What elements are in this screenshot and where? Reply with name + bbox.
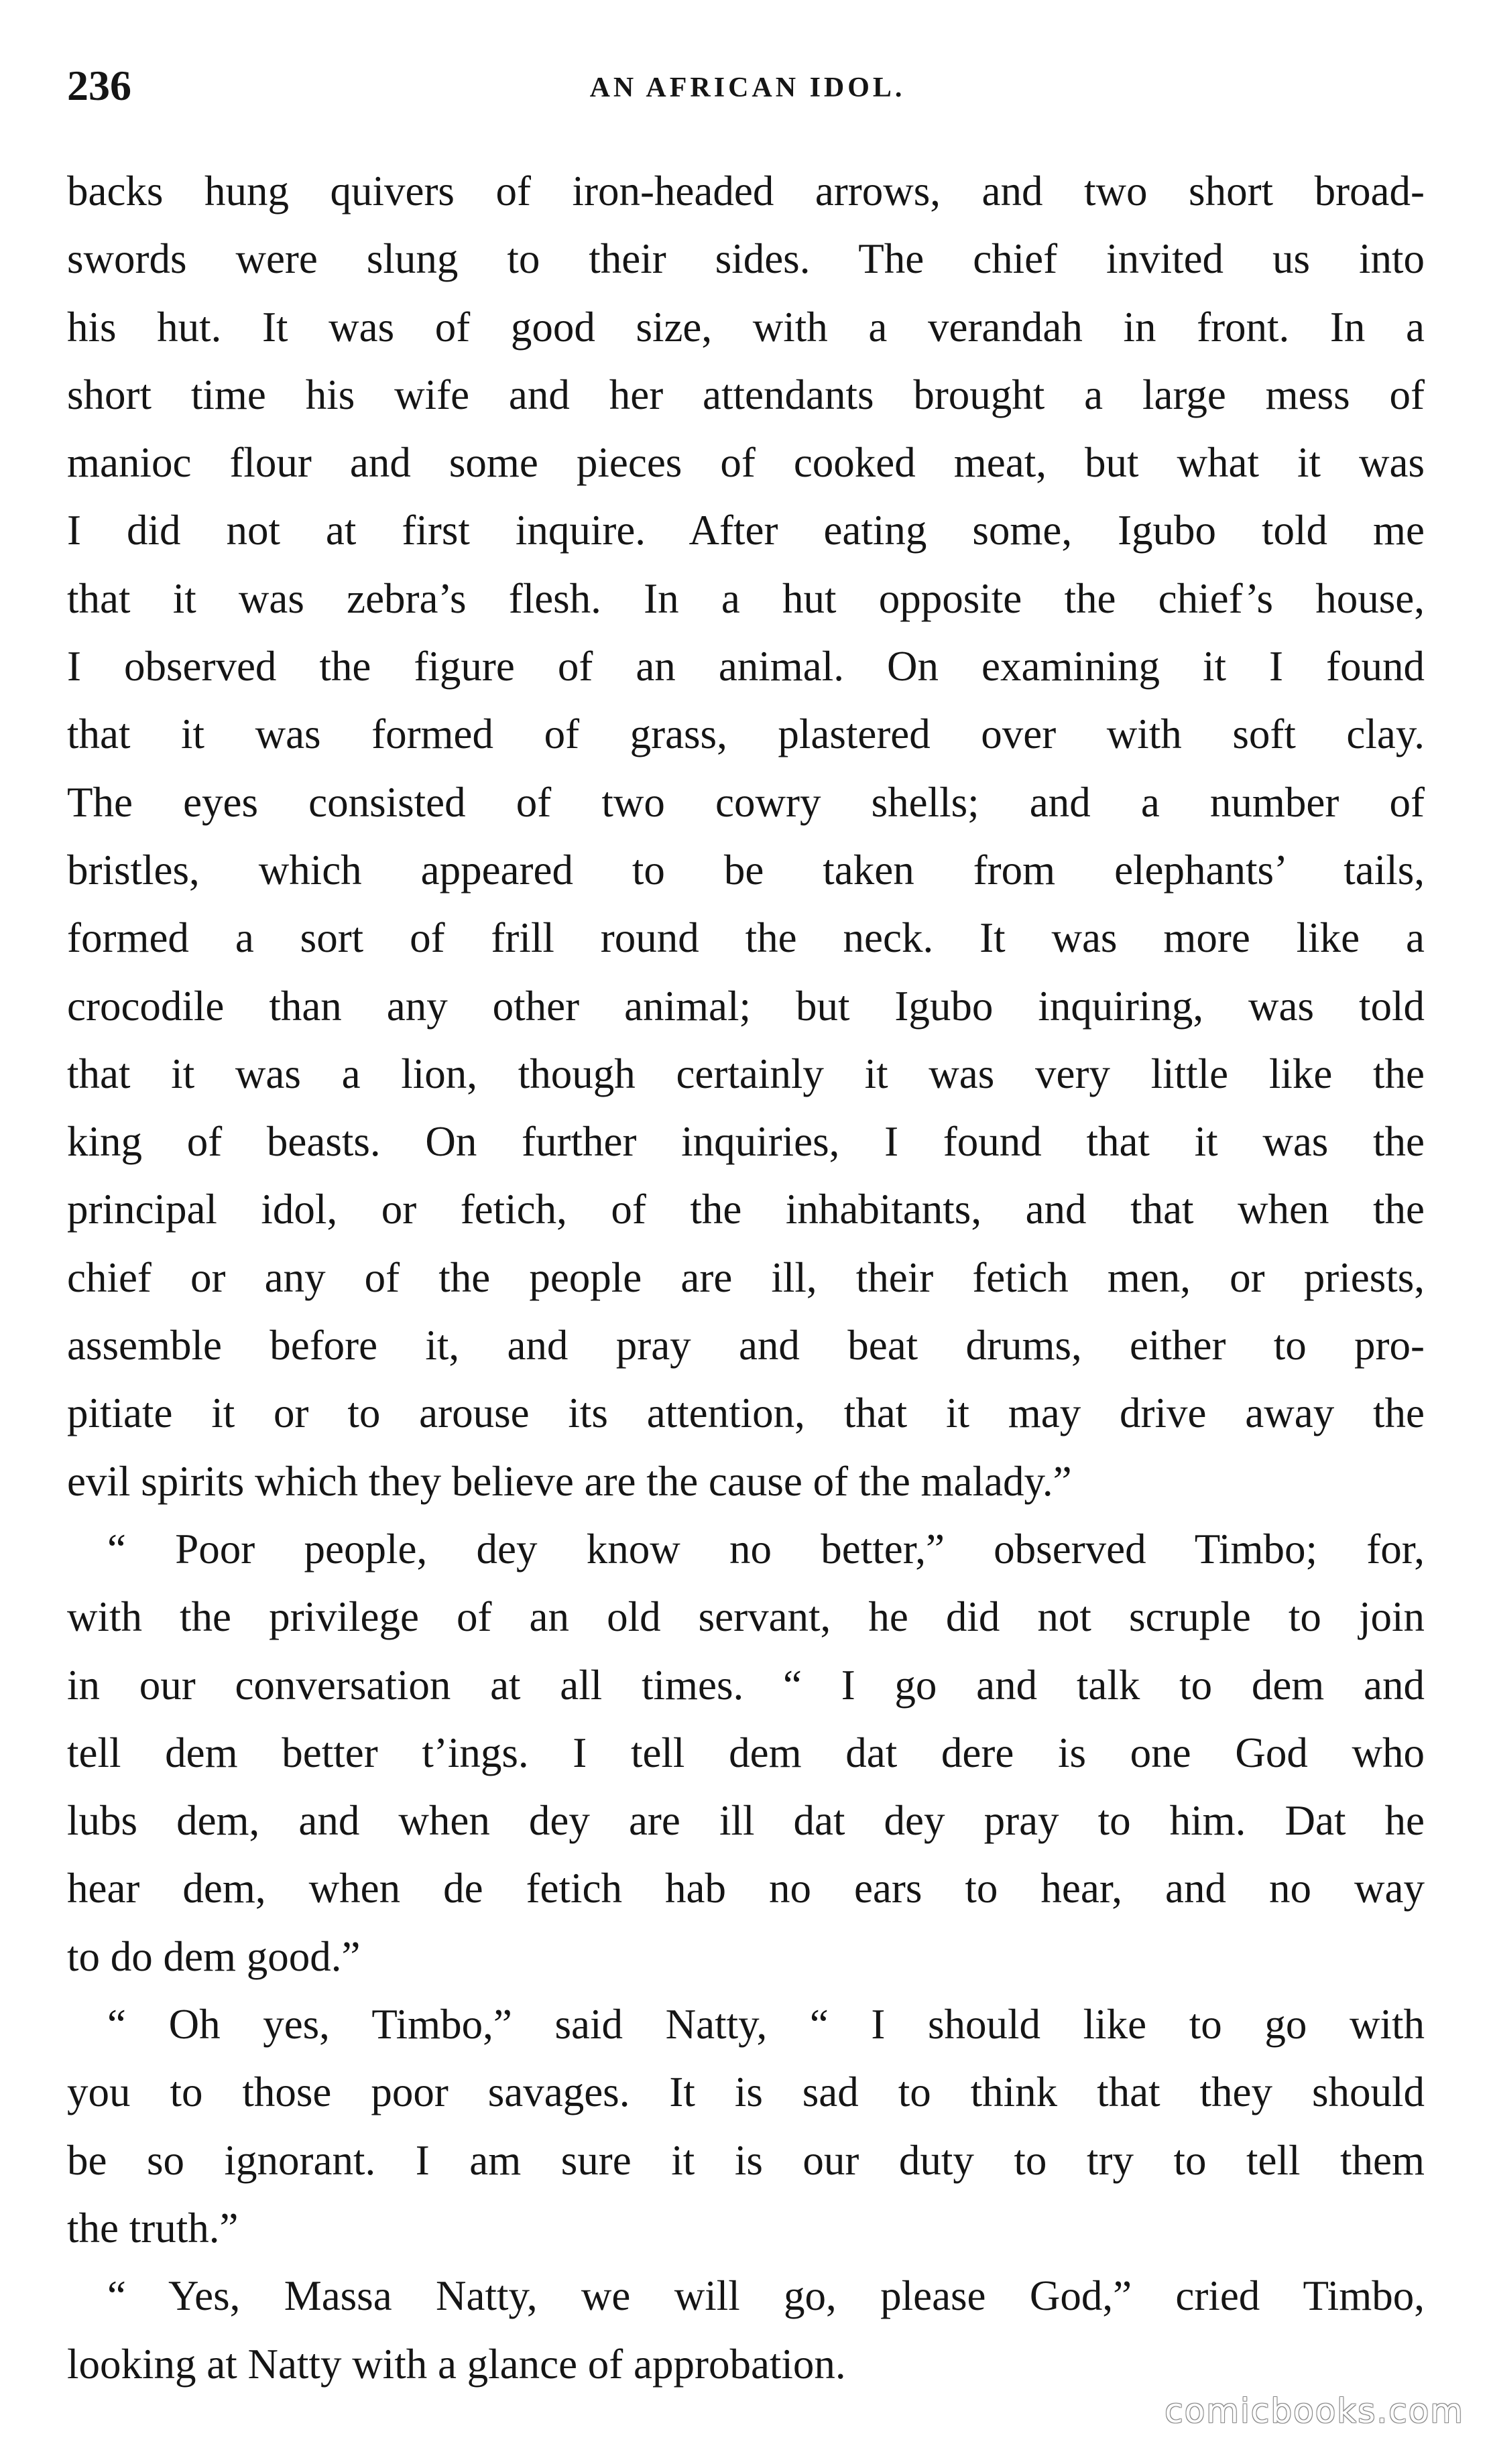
text-line-22: with the privilege of an old servant, he did not scruple to join bbox=[67, 1593, 1425, 1641]
text-line-23: in our conversation at all times. “ I go and talk to dem and bbox=[67, 1661, 1425, 1709]
text-line-25: lubs dem, and when dey are ill dat dey pray to him. Dat he bbox=[67, 1797, 1425, 1845]
text-line-7: that it was zebra’s flesh. In a hut opposite the chief’s house, bbox=[67, 574, 1425, 622]
text-line-32: “ Yes, Massa Natty, we will go, please God,” cried Timbo, bbox=[107, 2272, 1425, 2320]
running-head bbox=[67, 59, 1428, 113]
text-line-8: I observed the figure of an animal. On examining it I found bbox=[67, 643, 1425, 690]
text-line-14: that it was a lion, though certainly it was very little like the bbox=[67, 1050, 1425, 1097]
text-line-16: principal idol, or fetich, of the inhabitants, and that when the bbox=[67, 1186, 1425, 1233]
text-line-9: that it was formed of grass, plastered over with soft clay. bbox=[67, 711, 1425, 758]
text-line-18: assemble before it, and pray and beat drums, either to pro- bbox=[67, 1322, 1425, 1369]
text-line-31: the truth.” bbox=[67, 2204, 239, 2252]
text-line-29: you to those poor savages. It is sad to think that they should bbox=[67, 2069, 1425, 2116]
text-line-12: formed a sort of frill round the neck. It was more like a bbox=[67, 914, 1425, 962]
page-number: 236 bbox=[67, 62, 131, 109]
text-line-26: hear dem, when de fetich hab no ears to hear, and no way bbox=[67, 1865, 1425, 1912]
text-line-5: manioc flour and some pieces of cooked meat, but what it was bbox=[67, 439, 1425, 487]
text-line-27: to do dem good.” bbox=[67, 1932, 361, 1980]
text-line-20: evil spirits which they believe are the cause of the malady.” bbox=[67, 1457, 1072, 1505]
text-line-15: king of beasts. On further inquiries, I found that it was the bbox=[67, 1118, 1425, 1166]
text-line-3: his hut. It was of good size, with a verandah in front. In a bbox=[67, 303, 1425, 351]
text-line-33: looking at Natty with a glance of approbation. bbox=[67, 2340, 846, 2388]
text-line-2: swords were slung to their sides. The chief invited us into bbox=[67, 235, 1425, 283]
text-line-10: The eyes consisted of two cowry shells; and a number of bbox=[67, 778, 1425, 826]
running-title: AN AFRICAN IDOL. bbox=[589, 72, 906, 103]
text-line-19: pitiate it or to arouse its attention, that it may drive away the bbox=[67, 1390, 1425, 1437]
text-line-11: bristles, which appeared to be taken from elephants’ tails, bbox=[67, 846, 1425, 894]
text-line-1: backs hung quivers of iron-headed arrows, and two short broad- bbox=[67, 168, 1425, 214]
text-line-30: be so ignorant. I am sure it is our duty to try to tell them bbox=[67, 2136, 1425, 2184]
text-line-28: “ Oh yes, Timbo,” said Natty, “ I should like to go with bbox=[107, 2001, 1425, 2048]
watermark: comicbooks.com bbox=[1165, 2392, 1464, 2430]
text-line-13: crocodile than any other animal; but Igubo inquiring, was told bbox=[67, 982, 1425, 1030]
body-text bbox=[67, 158, 1425, 2398]
text-line-24: tell dem better t’ings. I tell dem dat dere is one God who bbox=[67, 1729, 1425, 1776]
text-line-17: chief or any of the people are ill, their fetich men, or priests, bbox=[67, 1253, 1425, 1301]
text-line-21: “ Poor people, dey know no better,” observed Timbo; for, bbox=[107, 1525, 1425, 1573]
text-line-4: short time his wife and her attendants brought a large mess of bbox=[67, 371, 1425, 418]
text-line-6: I did not at first inquire. After eating some, Igubo told me bbox=[67, 507, 1425, 554]
